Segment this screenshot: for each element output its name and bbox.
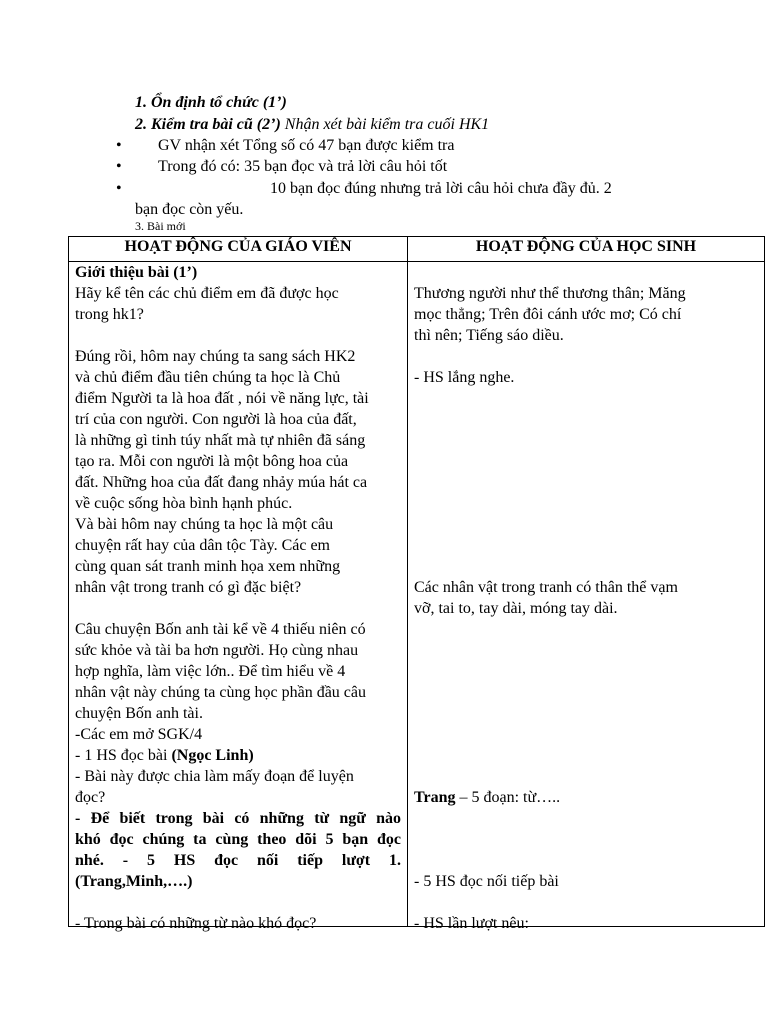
teacher-line: nhân vật trong tranh có gì đặc biệt? <box>75 579 302 596</box>
teacher-line: tạo ra. Mỗi con người là một bông hoa của <box>75 453 349 470</box>
teacher-bold-line: khó đọc chúng ta cùng theo dõi 5 bạn đọc <box>75 831 401 848</box>
teacher-line <box>75 745 254 766</box>
student-line: Các nhân vật trong tranh có thân thể vạm <box>414 579 678 596</box>
teacher-line: nhân vật này chúng ta cùng học phần đầu câu <box>75 684 367 701</box>
student-line <box>414 787 560 808</box>
teacher-line: trí của con người. Con người là hoa của đất, <box>75 411 357 428</box>
student-line: vỡ, tai to, tay dài, móng tay dài. <box>414 600 618 617</box>
intro-title: Giới thiệu bài (1’) <box>75 264 198 281</box>
section-2-heading <box>135 116 489 134</box>
student-line: mọc thẳng; Trên đôi cánh ước mơ; Có chí <box>414 306 682 323</box>
bullet-2: Trong đó có: 35 bạn đọc và trả lời câu hỏi tốt <box>158 158 448 175</box>
teacher-line: - Trong bài có những từ nào khó đọc? <box>75 915 317 932</box>
bullet-1: GV nhận xét Tổng số có 47 bạn được kiểm tra <box>158 137 455 154</box>
bullet-3-continued: bạn đọc còn yếu. <box>135 201 244 218</box>
teacher-line: trong hk1? <box>75 306 144 323</box>
bullet-icon: • <box>116 137 122 154</box>
teacher-line: Và bài hôm nay chúng ta học là một câu <box>75 516 334 533</box>
teacher-line: đọc? <box>75 789 106 806</box>
teacher-line: là những gì tinh túy nhất mà tự nhiên đã sáng <box>75 432 366 449</box>
section-2-text: Nhận xét bài kiểm tra cuối HK1 <box>280 116 490 133</box>
student-cell <box>408 262 765 932</box>
teacher-line: hợp nghĩa, làm việc lớn.. Để tìm hiểu về 4 <box>75 663 346 680</box>
reader-name: (Ngọc Linh) <box>171 747 254 764</box>
bullet-icon: • <box>116 158 122 175</box>
section-1-heading: 1. Ổn định tổ chức (1’) <box>135 94 287 111</box>
teacher-cell <box>69 262 408 932</box>
teacher-line: Đúng rồi, hôm nay chúng ta sang sách HK2 <box>75 348 356 365</box>
student-line: thì nên; Tiếng sáo diều. <box>414 327 564 344</box>
teacher-line: cùng quan sát tranh minh họa xem những <box>75 558 341 575</box>
student-answer: – 5 đoạn: từ….. <box>455 789 561 806</box>
teacher-line: Hãy kể tên các chủ điểm em đã được học <box>75 285 339 302</box>
teacher-line: điểm Người ta là hoa đất , nói về năng lực, tài <box>75 390 369 407</box>
bullet-3: 10 bạn đọc đúng nhưng trả lời câu hỏi chưa đầy đủ. 2 <box>270 180 612 197</box>
teacher-line: chuyện rất hay của dân tộc Tày. Các em <box>75 537 330 554</box>
teacher-bold-line: (Trang,Minh,….) <box>75 873 193 890</box>
teacher-line: về cuộc sống hòa bình hạnh phúc. <box>75 495 293 512</box>
student-line: - HS lắng nghe. <box>414 369 515 386</box>
teacher-bold-line: nhé. - 5 HS đọc nối tiếp lượt 1. <box>75 852 401 869</box>
student-line: Thương người như thể thương thân; Măng <box>414 285 686 302</box>
section-2-label: 2. Kiểm tra bài cũ (2’) <box>135 116 281 133</box>
teacher-line: -Các em mở SGK/4 <box>75 726 203 743</box>
student-line: - HS lần lượt nêu: <box>414 915 529 932</box>
activity-table <box>68 236 765 932</box>
student-line: - 5 HS đọc nối tiếp bài <box>414 873 559 890</box>
bullet-icon: • <box>116 180 122 197</box>
teacher-line: chuyện Bốn anh tài. <box>75 705 203 722</box>
student-column-header: HOẠT ĐỘNG CỦA HỌC SINH <box>408 237 765 262</box>
teacher-line: đất. Những hoa của đất đang nhảy múa hát ca <box>75 474 368 491</box>
teacher-line: sức khỏe và tài ba hơn người. Họ cùng nhau <box>75 642 359 659</box>
teacher-line: - Bài này được chia làm mấy đoạn để luyện <box>75 768 354 785</box>
teacher-column-header: HOẠT ĐỘNG CỦA GIÁO VIÊN <box>69 237 408 262</box>
section-3-heading: 3. Bài mới <box>135 219 186 233</box>
student-name: Trang <box>414 789 456 806</box>
teacher-line: và chủ điểm đầu tiên chúng ta học là Chủ <box>75 369 341 386</box>
teacher-line: Câu chuyện Bốn anh tài kể về 4 thiếu niên có <box>75 621 366 638</box>
read-prefix: - 1 HS đọc bài <box>75 747 172 764</box>
teacher-bold-line: - Để biết trong bài có những từ ngữ nào <box>75 810 401 827</box>
